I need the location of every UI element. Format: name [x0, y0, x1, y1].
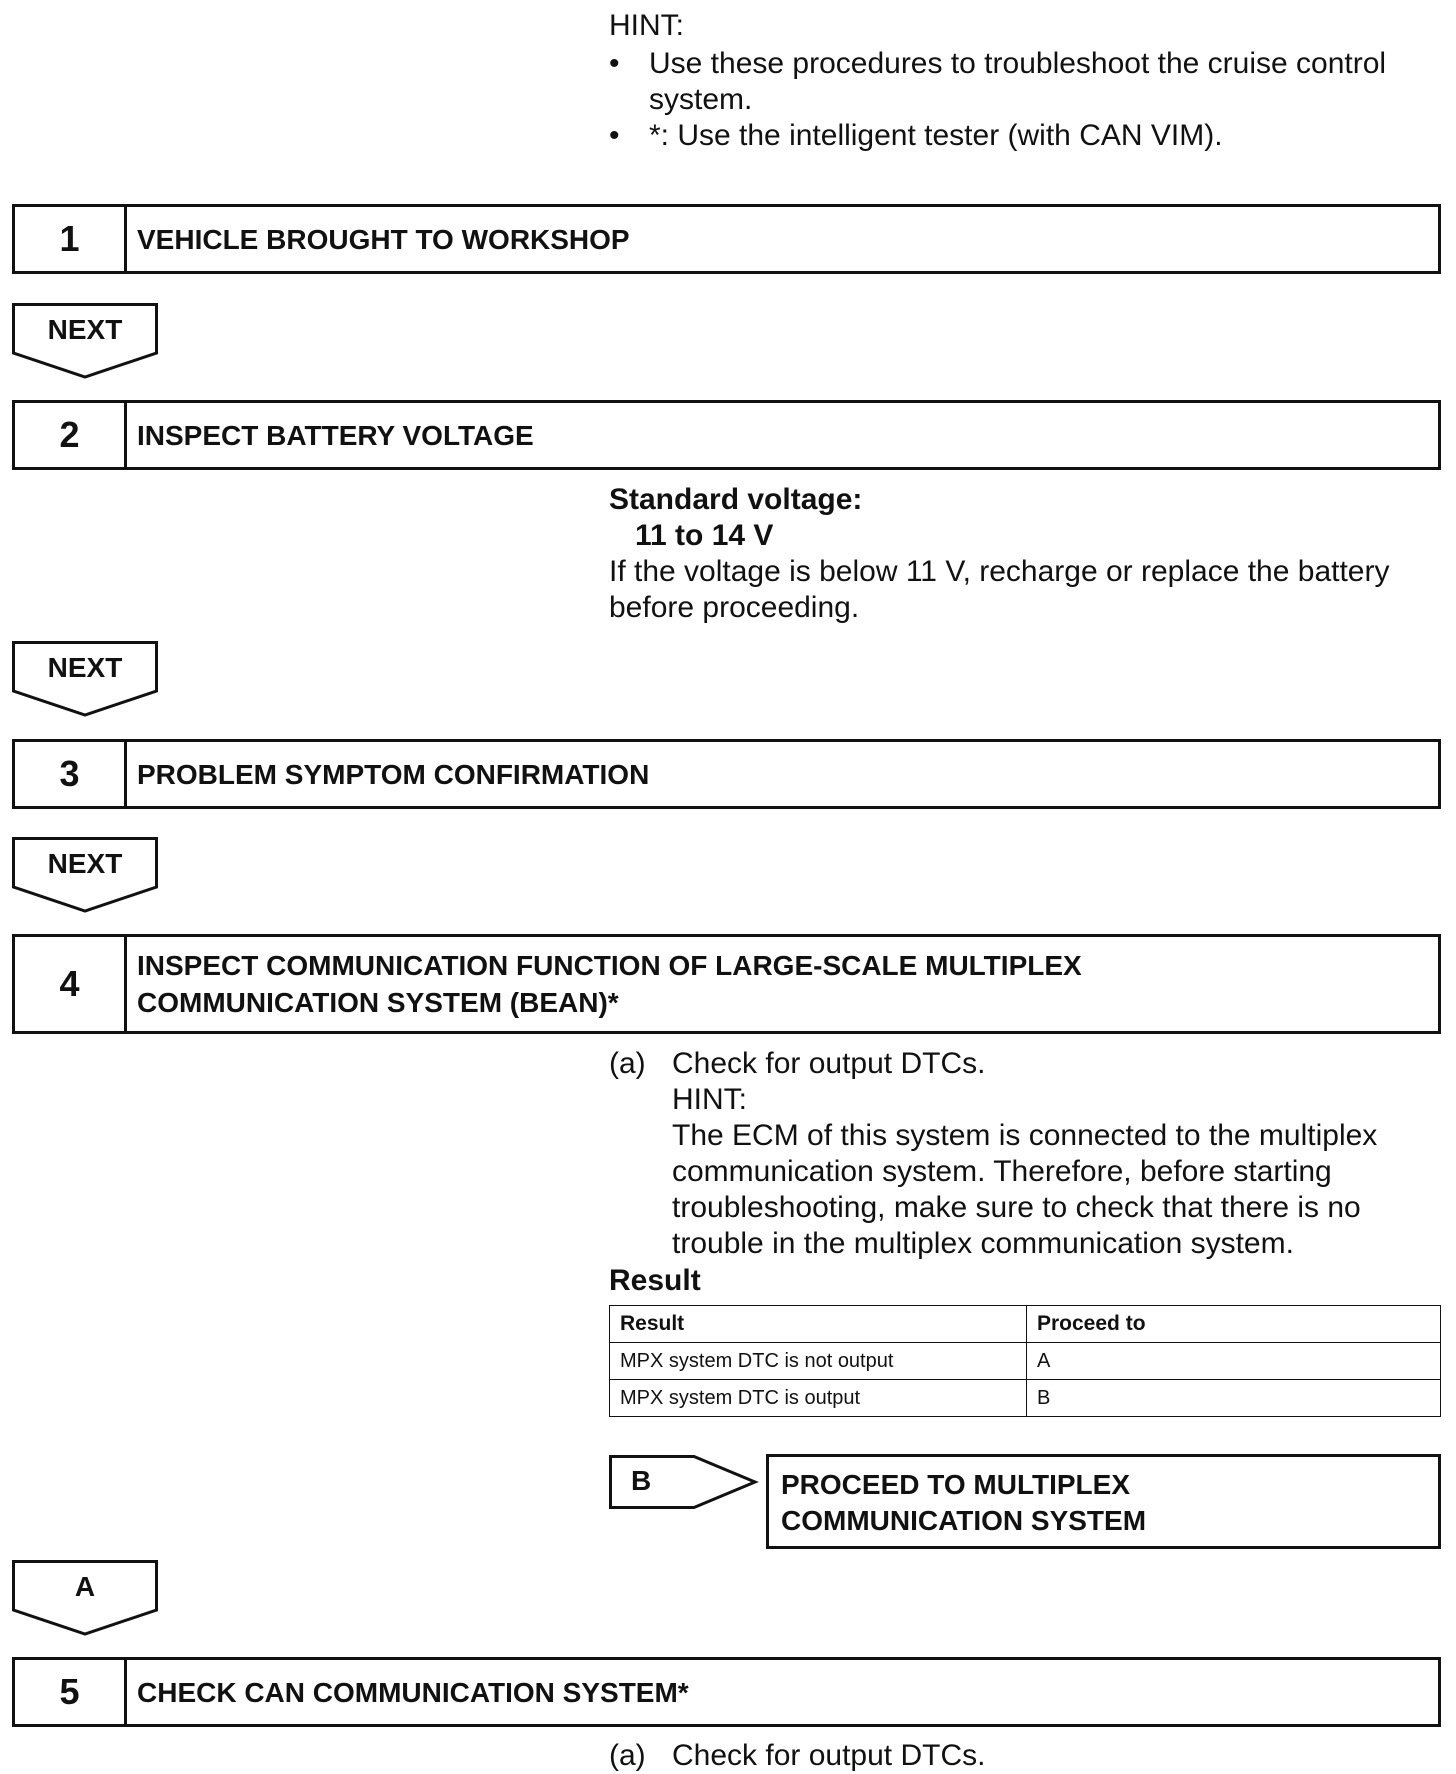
intro-bullet-marker: • [609, 47, 620, 80]
intro-bullet-text: Use these procedures to troubleshoot the cruise control [649, 47, 1387, 80]
branch-label: B [631, 1465, 652, 1496]
next-arrow [12, 837, 158, 913]
proceed-line: COMMUNICATION SYSTEM [781, 1505, 1147, 1536]
arrow-label: NEXT [47, 848, 123, 879]
step-5-box [12, 1657, 1441, 1727]
table-cell: MPX system DTC is output [610, 1380, 1027, 1417]
substep-instruction: Check for output DTCs. [672, 1047, 986, 1080]
step-number: 5 [15, 1660, 127, 1724]
table-cell: MPX system DTC is not output [610, 1343, 1027, 1380]
table-cell: A [1027, 1343, 1441, 1380]
table-header-cell: Proceed to [1027, 1306, 1441, 1343]
table-cell: B [1027, 1380, 1441, 1417]
substep-hint-line: The ECM of this system is connected to the multiplex [672, 1119, 1378, 1152]
next-arrow [12, 641, 158, 717]
step-2-box [12, 400, 1441, 470]
step-title [127, 937, 1438, 1031]
result-heading: Result [609, 1264, 701, 1297]
table-row [610, 1343, 1441, 1380]
step-title: CHECK CAN COMMUNICATION SYSTEM* [137, 1676, 689, 1708]
step-title: PROBLEM SYMPTOM CONFIRMATION [137, 758, 650, 790]
substep-hint-line: troubleshooting, make sure to check that there is no [672, 1191, 1361, 1224]
step-title-line: INSPECT COMMUNICATION FUNCTION OF LARGE-SCALE MULTIPLEX [137, 950, 1082, 981]
step-number: 1 [15, 207, 127, 271]
substep-marker: (a) [609, 1047, 646, 1080]
standard-voltage-value: 11 to 14 V [635, 519, 774, 552]
step-number: 3 [15, 742, 127, 806]
substep-marker: (a) [609, 1739, 646, 1772]
branch-b-pointer [609, 1455, 759, 1509]
substep-instruction: Check for output DTCs. [672, 1739, 986, 1772]
step-title: INSPECT BATTERY VOLTAGE [137, 419, 534, 451]
arrow-label: NEXT [47, 314, 123, 345]
arrow-label: A [74, 1571, 96, 1602]
step-4-box [12, 934, 1441, 1034]
proceed-line: PROCEED TO MULTIPLEX [781, 1469, 1130, 1500]
table-row [610, 1380, 1441, 1417]
result-table [609, 1305, 1441, 1417]
intro-bullet-text: *: Use the intelligent tester (with CAN VIM). [649, 119, 1223, 152]
step-number: 2 [15, 403, 127, 467]
standard-voltage-label: Standard voltage: [609, 483, 863, 516]
intro-hint-label: HINT: [609, 9, 684, 42]
substep-hint-line: trouble in the multiplex communication system. [672, 1227, 1294, 1260]
voltage-note-cont: before proceeding. [609, 591, 860, 624]
step-title: VEHICLE BROUGHT TO WORKSHOP [137, 223, 630, 255]
substep-hint-line: communication system. Therefore, before starting [672, 1155, 1332, 1188]
branch-a-arrow [12, 1560, 158, 1636]
arrow-label: NEXT [47, 652, 123, 683]
voltage-note: If the voltage is below 11 V, recharge or replace the battery [609, 555, 1390, 588]
next-arrow [12, 303, 158, 379]
table-header-cell: Result [610, 1306, 1027, 1343]
proceed-box [766, 1454, 1441, 1549]
table-header-row [610, 1306, 1441, 1343]
step-number: 4 [15, 937, 127, 1031]
step-3-box [12, 739, 1441, 809]
intro-bullet-marker: • [609, 119, 620, 152]
intro-bullet-text-cont: system. [649, 83, 753, 116]
step-title-line: COMMUNICATION SYSTEM (BEAN)* [137, 987, 619, 1018]
substep-hint-label: HINT: [672, 1083, 747, 1116]
step-1-box [12, 204, 1441, 274]
